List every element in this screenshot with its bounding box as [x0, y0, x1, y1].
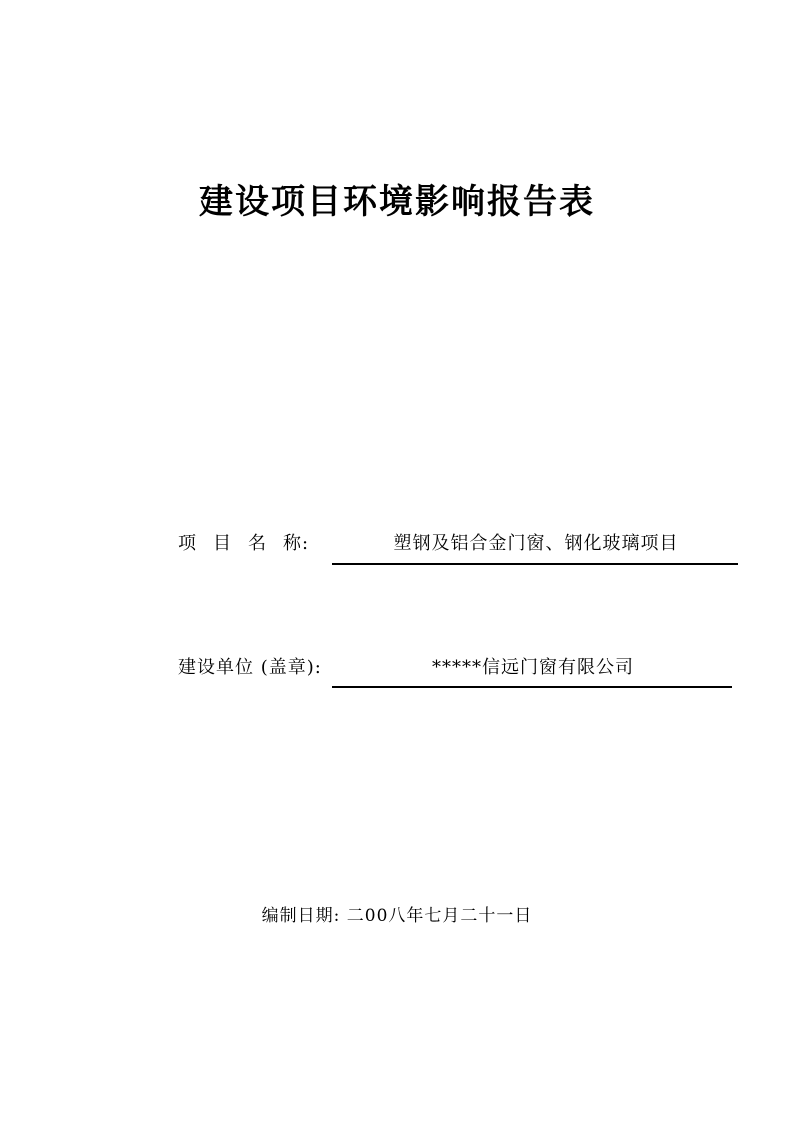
- project-name-label-part: 目: [213, 533, 232, 554]
- project-name-value: 塑钢及铝合金门窗、钢化玻璃项目: [393, 533, 679, 554]
- compile-date: [0, 904, 794, 928]
- project-name-label-part: 项: [178, 533, 197, 554]
- compile-date-value: 二00八年七月二十一日: [346, 906, 533, 926]
- construction-unit-value: *****信远门窗有限公司: [432, 657, 634, 678]
- project-name-label: [178, 531, 309, 557]
- project-name-label-part: 名: [248, 533, 267, 554]
- project-name-label-part: 称:: [283, 533, 310, 554]
- project-name-underline: [332, 563, 738, 565]
- compile-date-label: 编制日期:: [261, 906, 341, 926]
- construction-unit-underline: [332, 686, 732, 688]
- construction-unit-label: 建设单位 (盖章):: [178, 657, 322, 678]
- document-title: 建设项目环境影响报告表: [199, 182, 595, 222]
